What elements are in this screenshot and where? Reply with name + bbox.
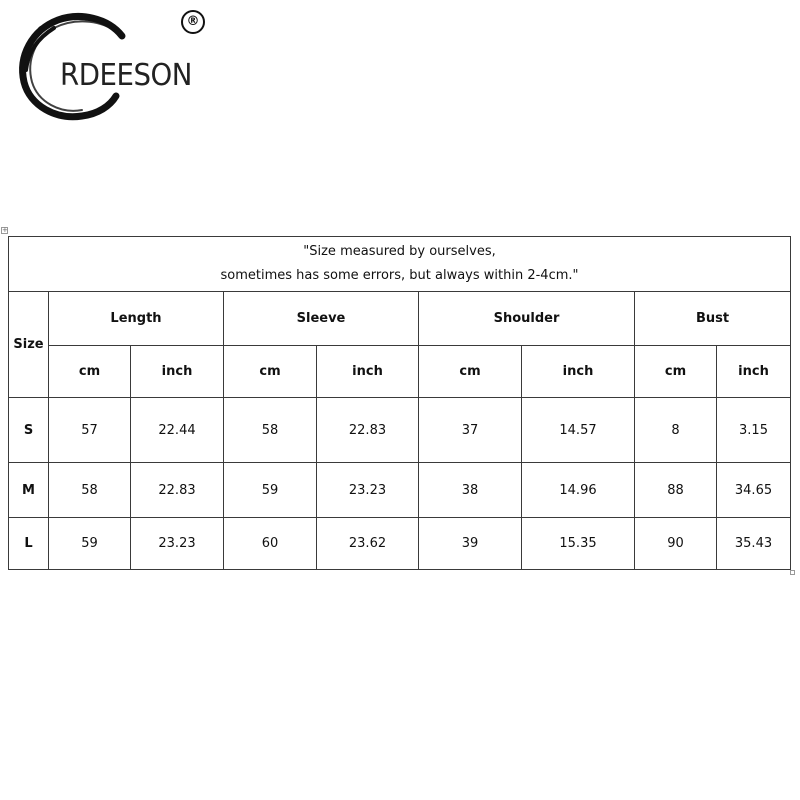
unit-header: cm xyxy=(635,346,717,398)
size-label: L xyxy=(9,518,49,570)
unit-header: inch xyxy=(131,346,224,398)
measurement-note xyxy=(9,237,791,292)
header-shoulder: Shoulder xyxy=(419,292,635,346)
table-cell: 57 xyxy=(49,398,131,463)
unit-header: cm xyxy=(224,346,317,398)
table-cell: 23.23 xyxy=(317,463,419,518)
table-cell: 3.15 xyxy=(717,398,791,463)
table-cell: 14.96 xyxy=(522,463,635,518)
header-length: Length xyxy=(49,292,224,346)
table-cell: 58 xyxy=(49,463,131,518)
table-cell: 59 xyxy=(49,518,131,570)
table-cell: 38 xyxy=(419,463,522,518)
note-row xyxy=(9,237,791,292)
size-column-header: Size xyxy=(9,292,49,398)
table-cell: 35.43 xyxy=(717,518,791,570)
table-cell: 59 xyxy=(224,463,317,518)
unit-header: inch xyxy=(317,346,419,398)
unit-header: cm xyxy=(419,346,522,398)
note-line-2: sometimes has some errors, but always within 2-4cm." xyxy=(220,268,579,283)
table-cell: 88 xyxy=(635,463,717,518)
size-chart-table xyxy=(8,236,791,570)
brand-name: RDEESON xyxy=(60,58,192,93)
table-cell: 15.35 xyxy=(522,518,635,570)
table-cell: 37 xyxy=(419,398,522,463)
table-resize-handle-icon[interactable] xyxy=(790,570,795,575)
brand-logo xyxy=(10,8,210,123)
size-label: M xyxy=(9,463,49,518)
table-cell: 34.65 xyxy=(717,463,791,518)
table-cell: 8 xyxy=(635,398,717,463)
registered-trademark-mark: ® xyxy=(181,10,205,34)
table-move-handle-icon[interactable]: + xyxy=(2,226,8,234)
note-line-1: "Size measured by ourselves, xyxy=(303,244,496,259)
group-header-row xyxy=(9,292,791,346)
table-cell: 23.62 xyxy=(317,518,419,570)
table-cell: 22.44 xyxy=(131,398,224,463)
table-cell: 22.83 xyxy=(317,398,419,463)
unit-header: cm xyxy=(49,346,131,398)
unit-header: inch xyxy=(717,346,791,398)
header-sleeve: Sleeve xyxy=(224,292,419,346)
table-row xyxy=(9,463,791,518)
table-row xyxy=(9,398,791,463)
table-cell: 22.83 xyxy=(131,463,224,518)
header-bust: Bust xyxy=(635,292,791,346)
table-cell: 90 xyxy=(635,518,717,570)
table-cell: 60 xyxy=(224,518,317,570)
size-label: S xyxy=(9,398,49,463)
table-row xyxy=(9,518,791,570)
unit-header-row xyxy=(9,346,791,398)
unit-header: inch xyxy=(522,346,635,398)
table-cell: 14.57 xyxy=(522,398,635,463)
table-cell: 39 xyxy=(419,518,522,570)
table-cell: 23.23 xyxy=(131,518,224,570)
table-cell: 58 xyxy=(224,398,317,463)
